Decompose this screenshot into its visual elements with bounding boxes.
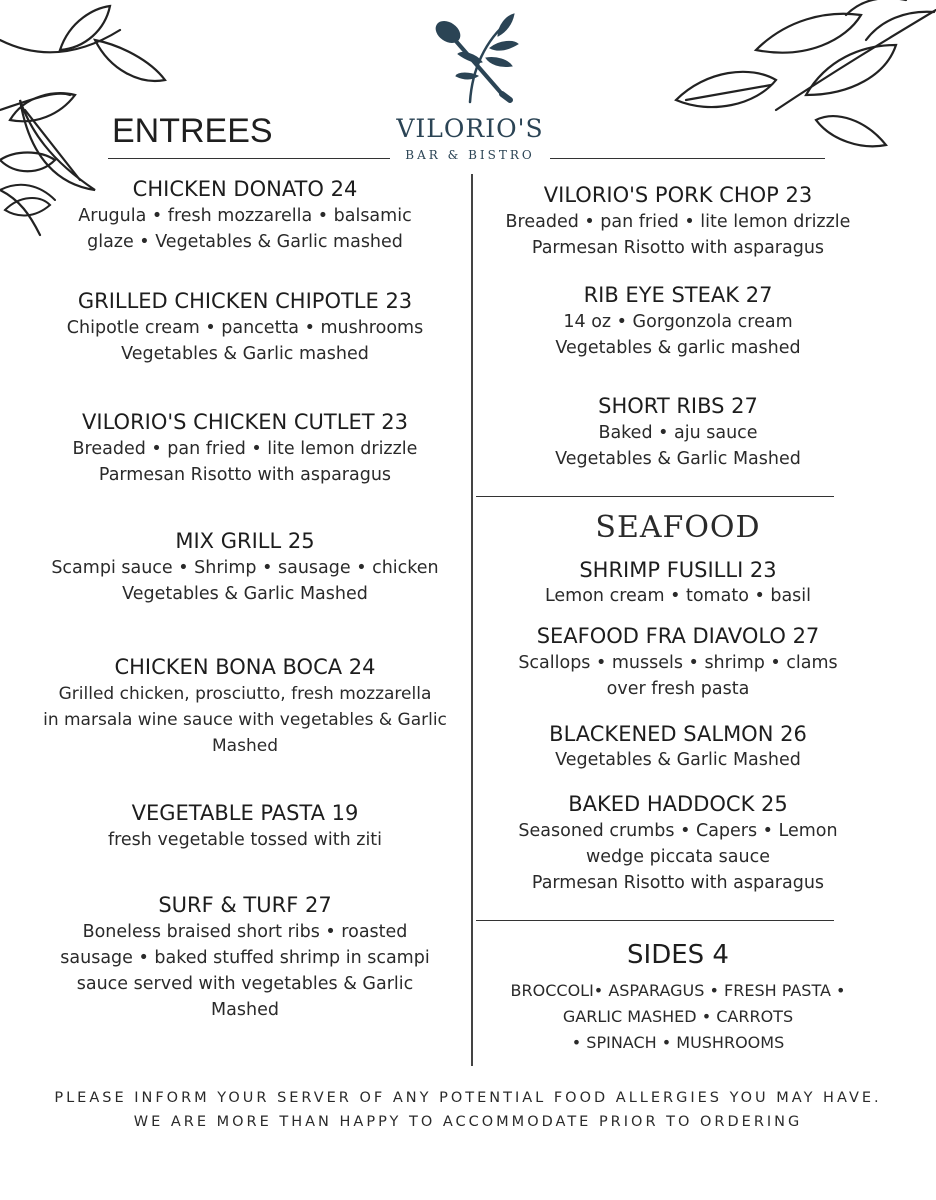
brand-name: VILORIO'S (396, 114, 544, 143)
menu-item-name: VILORIO'S CHICKEN CUTLET 23 (82, 410, 408, 434)
sides-list: BROCCOLI• ASPARAGUS • FRESH PASTA • GARLIC MASHED • CARROTS • SPINACH • MUSHROOMS (510, 981, 846, 1052)
menu-item-description: Scampi sauce • Shrimp • sausage • chicken Vegetables & Garlic Mashed (51, 558, 439, 604)
menu-item-name: SURF & TURF 27 (158, 893, 332, 917)
menu-item-name: SEAFOOD FRA DIAVOLO 27 (536, 624, 820, 648)
menu-item (10, 654, 480, 759)
menu-item-name: SHRIMP FUSILLI 23 (579, 558, 777, 582)
menu-item (10, 288, 480, 367)
menu-item-description: Grilled chicken, prosciutto, fresh mozzarella in marsala wine sauce with vegetables & Garlic Mashed (43, 684, 447, 756)
menu-item-name: RIB EYE STEAK 27 (583, 283, 773, 307)
menu-item-description: Seasoned crumbs • Capers • Lemon wedge piccata sauce Parmesan Risotto with asparagus (518, 821, 838, 893)
menu-item-name: CHICKEN DONATO 24 (132, 177, 358, 201)
menu-item (478, 791, 878, 896)
allergy-notice (0, 1086, 936, 1134)
sides-heading: SIDES 4 (627, 940, 729, 970)
entrees-heading: ENTREES (112, 112, 273, 150)
menu-item (10, 528, 480, 607)
sides-divider (476, 920, 834, 921)
menu-item-name: CHICKEN BONA BOCA 24 (114, 655, 376, 679)
menu-item-name: VEGETABLE PASTA 19 (131, 801, 359, 825)
menu-item (478, 557, 878, 608)
menu-item-description: Breaded • pan fried • lite lemon drizzle Parmesan Risotto with asparagus (505, 212, 851, 258)
allergy-notice-line-2: WE ARE MORE THAN HAPPY TO ACCOMMODATE PRIOR TO ORDERING (133, 1114, 803, 1130)
menu-item-description: Chipotle cream • pancetta • mushrooms Vegetables & Garlic mashed (66, 318, 424, 364)
menu-item-description: Vegetables & Garlic Mashed (555, 750, 801, 770)
menu-item (10, 892, 480, 1023)
menu-item-description: Arugula • fresh mozzarella • balsamic glaze • Vegetables & Garlic mashed (78, 206, 412, 252)
brand-subtitle: BAR & BISTRO (405, 148, 535, 162)
menu-item-description: Lemon cream • tomato • basil (544, 586, 812, 606)
menu-item-name: GRILLED CHICKEN CHIPOTLE 23 (77, 289, 413, 313)
menu-item-description: Boneless braised short ribs • roasted sausage • baked stuffed shrimp in scampi sauce served with vegetables & Garlic Mashed (60, 922, 430, 1020)
menu-item (10, 800, 480, 853)
menu-item-name: BAKED HADDOCK 25 (568, 792, 788, 816)
menu-item-description: fresh vegetable tossed with ziti (107, 830, 383, 850)
entrees-left-column (10, 0, 480, 1070)
menu-item-description: Baked • aju sauce Vegetables & Garlic Mashed (555, 423, 801, 469)
menu-item (478, 623, 878, 702)
menu-item (10, 409, 480, 488)
menu-item-name: VILORIO'S PORK CHOP 23 (543, 183, 813, 207)
allergy-notice-line-1: PLEASE INFORM YOUR SERVER OF ANY POTENTIAL FOOD ALLERGIES YOU MAY HAVE. (54, 1090, 882, 1106)
menu-item-name: MIX GRILL 25 (175, 529, 315, 553)
seafood-column (478, 0, 878, 1070)
menu-item (478, 721, 878, 772)
menu-item-name: BLACKENED SALMON 26 (549, 722, 807, 746)
seafood-heading: SEAFOOD (595, 510, 761, 545)
menu-item-description: Scallops • mussels • shrimp • clams over fresh pasta (518, 653, 838, 699)
menu-item (10, 176, 480, 255)
menu-item-description: Breaded • pan fried • lite lemon drizzle Parmesan Risotto with asparagus (72, 439, 418, 485)
menu-item-name: SHORT RIBS 27 (598, 394, 758, 418)
menu-item-description: 14 oz • Gorgonzola cream Vegetables & garlic mashed (555, 312, 801, 358)
